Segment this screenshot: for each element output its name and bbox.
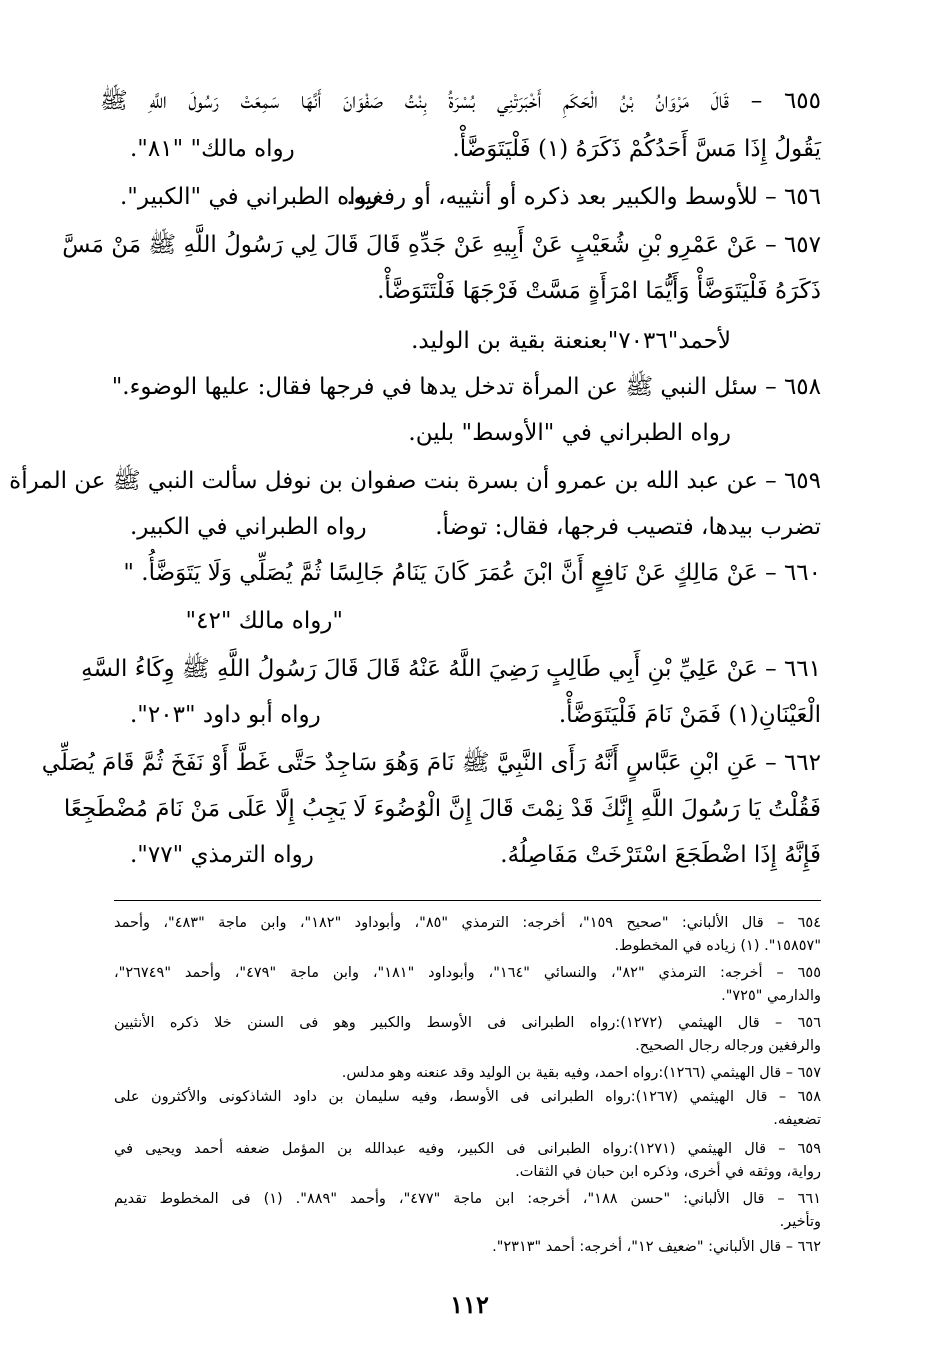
hadith-659-line-1	[9, 458, 821, 504]
hadith-659-line-2	[100, 504, 821, 550]
hadith-660-source	[100, 598, 821, 644]
hadith-source: رواه الطبراني في "الكبير".	[120, 184, 378, 210]
hadith-text: ٦٥٩ – عن عبد الله بن عمرو أن بسرة بنت صفوان بن نوفل سألت النبي ﷺ عن المرأة	[9, 468, 821, 494]
hadith-text: ٦٥٧ – عَنْ عَمْرِو بْنِ شُعَيْبٍ عَنْ أَبِيهِ عَنْ جَدِّهِ قَالَ قَالَ لِي رَسُولُ اللَّهِ ﷺ مَنْ مَسَّ	[62, 232, 821, 258]
hadith-text: ٦٦٢ – عَنِ ابْنِ عَبَّاسٍ أَنَّهُ رَأَى النَّبِيَّ ﷺ نَامَ وَهُوَ سَاجِدٌ حَتَّى غَطَّ أَوْ نَفَخَ ثُمَّ قَامَ يُصَلِّي	[41, 750, 821, 776]
footnote-662: ٦٦٢ – قال الألباني: "ضعيف ١٢"، أخرجه: أحمد "٢٣١٣".	[492, 1239, 821, 1255]
hadith-655-line-1	[100, 78, 821, 124]
footnote-656-line-1: ٦٥٦ – قال الهيثمي (١٢٧٢):رواه الطبرانى فى الأوسط والكبير وهو فى السنن خلا ذكره الأنثيين	[114, 1015, 822, 1031]
hadith-660	[100, 550, 821, 596]
hadith-source: رواه الطبراني في "الأوسط" بلين.	[408, 420, 731, 446]
hadith-661-line-2	[100, 692, 821, 738]
hadith-656	[100, 174, 821, 220]
hadith-text: يَقُولُ إِذَا مَسَّ أَحَدُكُمْ ذَكَرَهُ (١) فَلْيَتَوَضَّأْ.	[452, 136, 821, 162]
hadith-text: فَقُلْتُ يَا رَسُولَ اللَّهِ إِنَّكَ قَدْ نِمْتَ قَالَ إِنَّ الْوُضُوءَ لَا يَجِبُ إِلَّا عَلَى مَنْ نَامَ مُضْطَجِعًا	[63, 796, 821, 822]
hadith-text: ٦٥٨ – سئل النبي ﷺ عن المرأة تدخل يدها في فرجها فقال: عليها الوضوء."	[111, 374, 821, 400]
hadith-658	[100, 364, 821, 410]
hadith-text: ٦٥٥ – قَالَ مَرْوَانُ بْنُ الْحَكَمِ أَخْبَرَتْنِي بُسْرَةُ بِنْتُ صَفْوَانَ أَنَّهَا سَمِعَتْ رَسُولَ اللَّهِ ﷺ	[100, 88, 821, 114]
footnote-656-line-2: والرفغين ورجاله رجال الصحيح.	[635, 1038, 821, 1054]
hadith-662-line-2	[63, 786, 821, 832]
hadith-source: رواه الترمذي "٧٧".	[130, 842, 314, 868]
hadith-source: رواه مالك" "٨١".	[130, 136, 295, 162]
page-number: ١١٢	[450, 1290, 489, 1319]
hadith-661-line-1	[81, 646, 821, 692]
hadith-source: لأحمد"٧٠٣٦"بعنعنة بقية بن الوليد.	[411, 328, 731, 354]
hadith-658-source	[100, 410, 821, 456]
footnote-659-line-2: رواية، ووثقه في أخرى، وذكره ابن حبان في الثقات.	[515, 1164, 821, 1180]
footnote-655-line-2: والدارمي "٧٢٥".	[721, 988, 821, 1004]
hadith-text: ٦٦٠ – عَنْ مَالِكٍ عَنْ نَافِعٍ أَنَّ ابْنَ عُمَرَ كَانَ يَنَامُ جَالِسًا ثُمَّ يُصَلِّي وَلَا يَتَوَضَّأُ. "	[123, 560, 821, 586]
hadith-657-source	[100, 318, 821, 364]
footnote-657: ٦٥٧ – قال الهيثمي (١٢٦٦):رواه احمد، وفيه بقية بن الوليد وقد عنعنه وهو مدلس.	[341, 1065, 821, 1081]
hadith-655-line-2	[100, 126, 821, 172]
hadith-text: الْعَيْنَانِ(١) فَمَنْ نَامَ فَلْيَتَوَضَّأْ.	[558, 702, 821, 728]
hadith-text: ذَكَرَهُ فَلْيَتَوَضَّأْ وَأَيُّمَا امْرَأَةٍ مَسَّتْ فَرْجَهَا فَلْتَتَوَضَّأْ.	[377, 278, 821, 304]
hadith-source: رواه أبو داود "٢٠٣".	[130, 702, 321, 728]
footnote-654-line-1: ٦٥٤ – قال الألباني: "صحيح ١٥٩"، أخرجه: الترمذي "٨٥"، وأبوداود "١٨٢"، وابن ماجة "٤٨٣"، وأحمد	[114, 915, 821, 931]
footnote-655-line-1: ٦٥٥ – أخرجه: الترمذي "٨٢"، والنسائي "١٦٤"، وأبوداود "١٨١"، وابن ماجة "٤٧٩"، وأحمد "٢٦٧٤٩"،	[114, 965, 821, 981]
hadith-657-line-2	[100, 268, 821, 314]
hadith-text: ٦٦١ – عَنْ عَلِيِّ بْنِ أَبِي طَالِبٍ رَضِيَ اللَّهُ عَنْهُ قَالَ قَالَ رَسُولُ اللَّهِ ﷺ وِكَاءُ السَّهِ	[81, 656, 821, 682]
footnote-divider	[114, 900, 821, 901]
footnote-658-line-2: تضعيفه.	[773, 1112, 821, 1128]
footnote-659-line-1: ٦٥٩ – قال الهيثمي (١٢٧١):رواه الطبرانى فى الكبير، وفيه عبدالله بن المؤمل ضعفه أحمد ويحيى في	[114, 1141, 821, 1157]
hadith-657-line-1	[62, 222, 821, 268]
footnote-661-line-1: ٦٦١ – قال الألباني: "حسن ١٨٨"، أخرجه: ابن ماجة "٤٧٧"، وأحمد "٨٨٩". (١) فى المخطوط تقديم	[114, 1191, 822, 1207]
footnote-661-line-2: وتأخير.	[779, 1214, 821, 1230]
hadith-source: "رواه مالك "٤٢"	[185, 608, 343, 634]
hadith-source: رواه الطبراني في الكبير.	[130, 514, 367, 540]
hadith-text: فَإِنَّهُ إِذَا اضْطَجَعَ اسْتَرْخَتْ مَفَاصِلُهُ.	[500, 842, 821, 868]
hadith-662-line-3	[100, 832, 821, 878]
footnote-658-line-1: ٦٥٨ – قال الهيثمي (١٢٦٧):رواه الطبرانى فى الأوسط، وفيه سليمان بن داود الشاذكونى والأكثرون على	[114, 1089, 822, 1105]
hadith-text: تضرب بيدها، فتصيب فرجها، فقال: توضأ.	[435, 514, 821, 540]
hadith-662-line-1	[41, 740, 821, 786]
footnote-654-line-2: "١٥٨٥٧". (١) زياده في المخطوط.	[614, 938, 821, 954]
hadith-text: ٦٥٦ – للأوسط والكبير بعد ذكره أو أنثييه، أو رفغيه.	[346, 184, 821, 210]
